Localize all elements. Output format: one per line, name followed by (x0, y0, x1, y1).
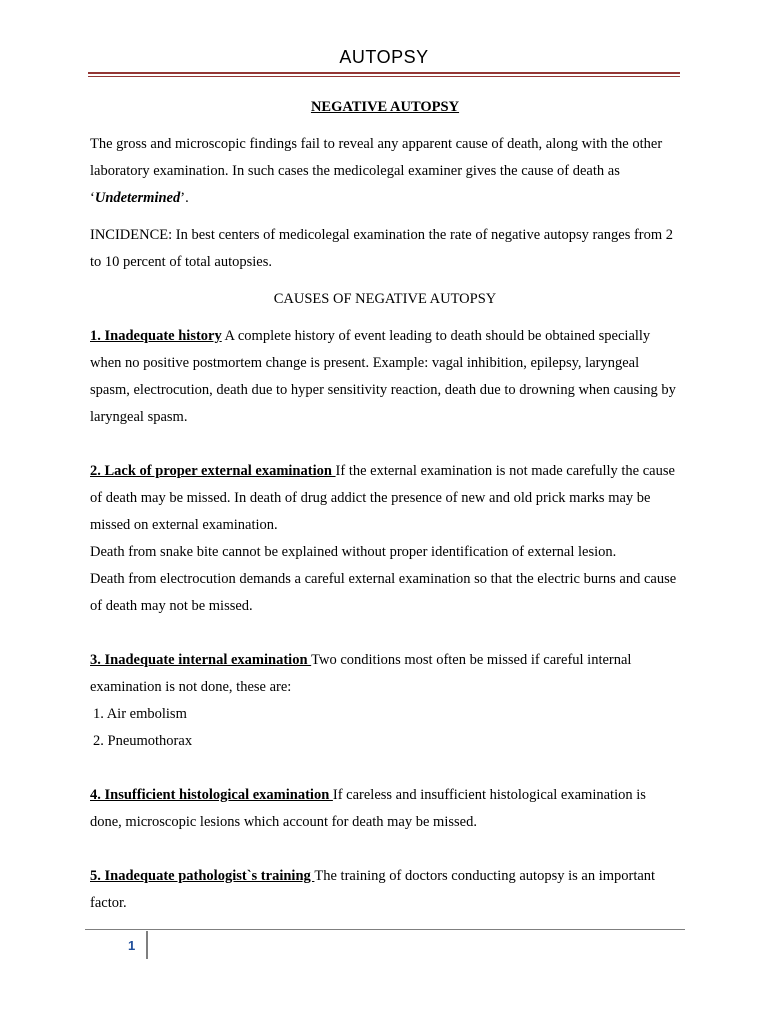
cause-1 (90, 323, 680, 431)
cause-5-text: The training of doctors conducting autopsy is an important factor. (90, 868, 656, 911)
intro-quote-close: ’. (180, 190, 189, 206)
intro-text: The gross and microscopic findings fail to reveal any apparent cause of death, along with the other laboratory examination. In such cases the medicolegal examiner gives the cause of death as (90, 136, 663, 179)
cause-4 (90, 782, 680, 836)
footer-bar (146, 931, 148, 959)
page-number: 1 (128, 938, 136, 953)
cause-1-text: A complete history of event leading to death should be obtained specially when no positive postmortem change is present. Example: vagal inhibition, epilepsy, laryngeal spasm, electrocution, death due to hyper sensitivity reaction, death due to drowning when causing by laryngeal spasm. (90, 328, 676, 425)
cause-2-extra-1: Death from snake bite cannot be explained without proper identification of external lesion. (90, 544, 617, 560)
cause-2 (90, 458, 680, 539)
intro-paragraph (90, 131, 680, 212)
document-body (90, 94, 680, 917)
intro-emphasis: Undetermined (94, 190, 181, 206)
header-title: AUTOPSY (339, 47, 429, 67)
cause-3-heading: 3. Inadequate internal examination (90, 652, 312, 668)
list-item: 2. Pneumothorax (93, 733, 193, 749)
cause-2-text: If the external examination is not made carefully the cause of death may be missed. In death of drug addict the presence of new and old prick marks may be missed on external examination. (90, 463, 675, 533)
list-item: 1. Air embolism (93, 706, 187, 722)
intro-quote-open: ‘ (90, 190, 95, 206)
causes-heading: CAUSES OF NEGATIVE AUTOPSY (273, 291, 497, 307)
cause-2-extra-2: Death from electrocution demands a careful external examination so that the electric burns and cause of death may not be missed. (90, 571, 677, 614)
cause-2-heading: 2. Lack of proper external examination (90, 463, 336, 479)
incidence-paragraph: INCIDENCE: In best centers of medicolegal examination the rate of negative autopsy ranges from 2 to 10 percent of total autopsies. (90, 227, 674, 270)
cause-3-text: Two conditions most often be missed if careful internal examination is not done, these are: (90, 652, 632, 695)
cause-4-heading: 4. Insufficient histological examination (90, 787, 333, 803)
cause-5 (90, 863, 680, 917)
footer-rule (85, 929, 685, 930)
cause-5-heading: 5. Inadequate pathologist`s training (90, 868, 315, 884)
cause-3 (90, 647, 680, 701)
cause-4-text: If careless and insufficient histological examination is done, microscopic lesions which account for death may be missed. (90, 787, 646, 830)
document-subtitle: NEGATIVE AUTOPSY (310, 99, 460, 115)
cause-1-heading: 1. Inadequate history (90, 328, 222, 344)
header-rule (88, 72, 680, 77)
